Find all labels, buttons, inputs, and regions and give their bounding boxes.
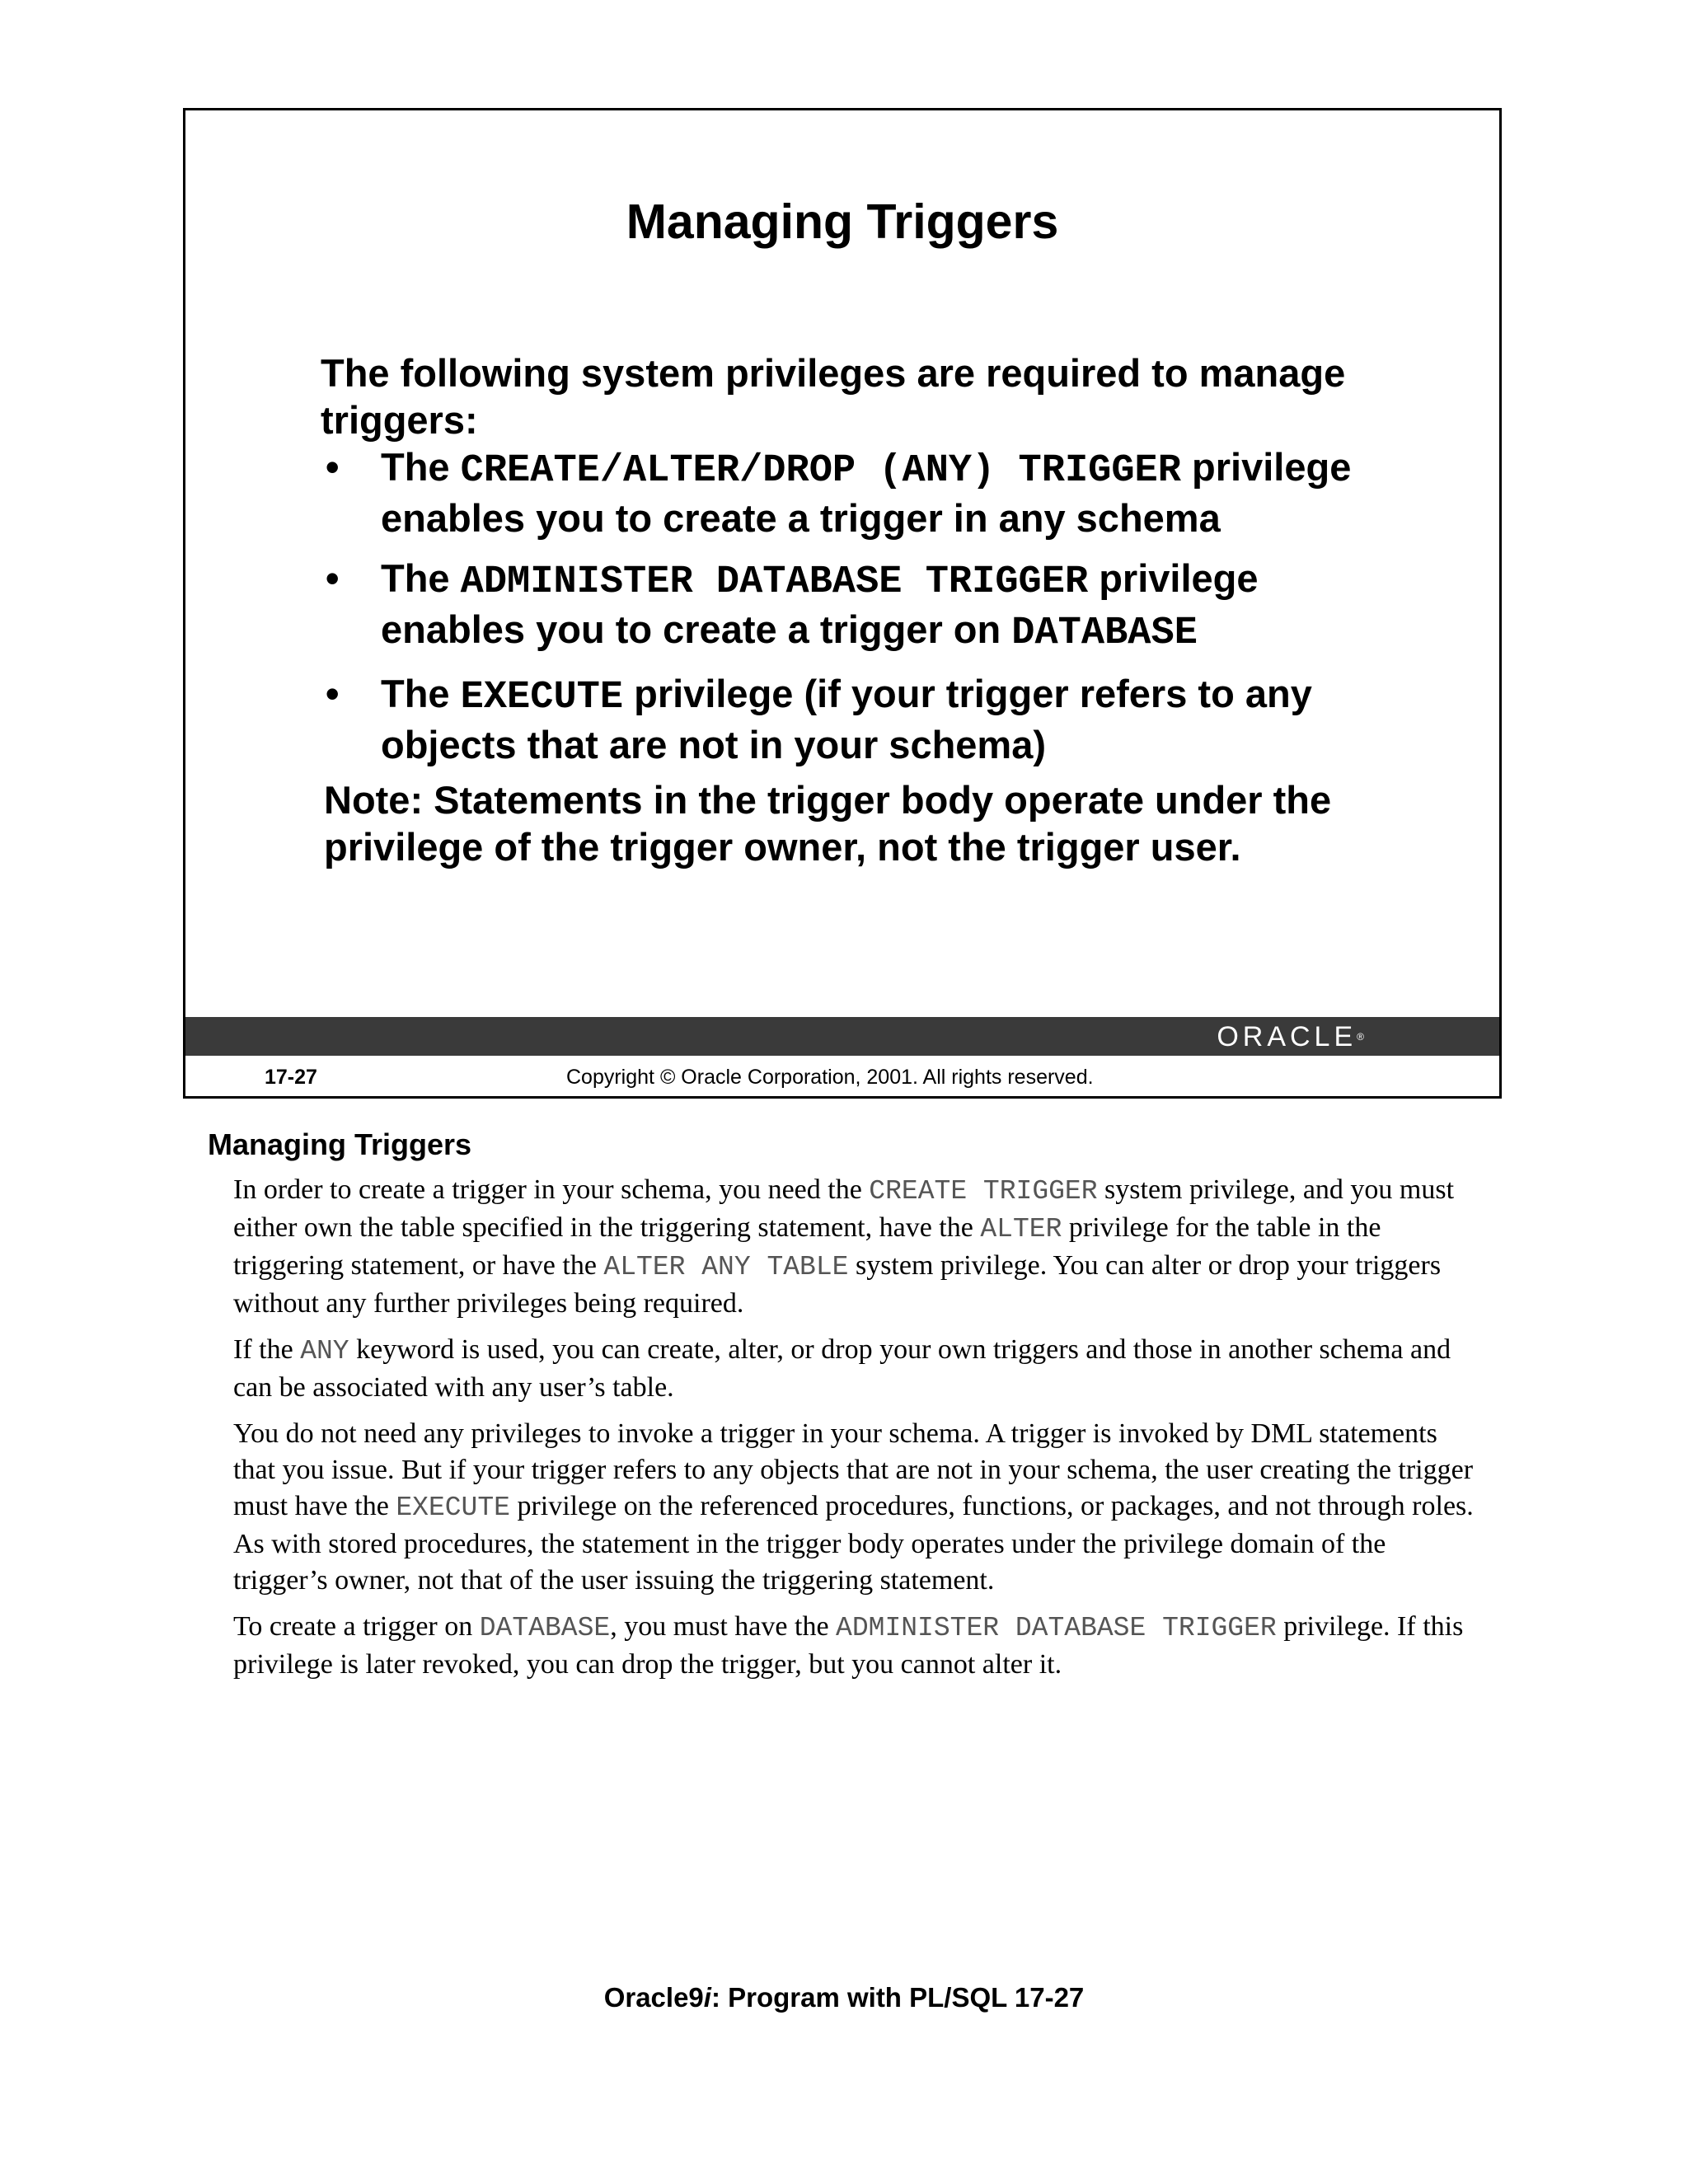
- notes-paragraph: [233, 1416, 1486, 1599]
- bullet-text: The: [381, 556, 461, 600]
- inline-code: CREATE TRIGGER: [869, 1176, 1098, 1207]
- footer-italic: i: [703, 1982, 711, 2013]
- bullet-text: privilege enables you to create a trigger on: [381, 556, 1259, 651]
- bullet-icon: •: [326, 556, 340, 600]
- slide-frame: [183, 108, 1502, 1099]
- privilege-list: [321, 443, 1409, 768]
- notes-text: keyword is used, you can create, alter, or drop your own triggers and those in another schema and can be associated with any user’s table.: [233, 1334, 1451, 1403]
- bullet-text: The: [381, 445, 461, 489]
- inline-code: DATABASE: [479, 1613, 611, 1643]
- notes-text: To create a trigger on: [233, 1611, 480, 1642]
- copyright: Copyright © Oracle Corporation, 2001. All rights reserved.: [566, 1066, 1094, 1089]
- slide-intro: The following system privileges are required to manage triggers:: [321, 351, 1346, 442]
- bullet-icon: •: [326, 445, 340, 489]
- slide-title: Managing Triggers: [626, 194, 1059, 249]
- privilege-item: [321, 670, 1409, 768]
- privilege-item: [321, 443, 1409, 541]
- notes-text: system privilege, and you must either own the table specified in the triggering statement, have the: [233, 1174, 1455, 1243]
- notes-heading: Managing Triggers: [208, 1127, 472, 1161]
- footer-text: : Program with PL/SQL 17-27: [710, 1982, 1085, 2013]
- slide-note: Note: Statements in the trigger body operate under the privilege of the trigger owner, not the trigger user.: [324, 778, 1332, 869]
- bullet-text: privilege enables you to create a trigger in any schema: [381, 445, 1352, 540]
- bullet-icon: •: [326, 672, 340, 715]
- notes-paragraph: [233, 1172, 1486, 1322]
- inline-code: ADMINISTER DATABASE TRIGGER: [836, 1613, 1277, 1643]
- bullet-text: The: [381, 672, 461, 715]
- page-footer: [0, 1982, 1688, 2013]
- privilege-item: [321, 555, 1409, 657]
- inline-code: ALTER ANY TABLE: [603, 1252, 849, 1282]
- bullet-code: EXECUTE: [460, 676, 624, 719]
- slide-footer: [185, 1056, 1499, 1097]
- notes-text: In order to create a trigger in your schema, you need the: [233, 1174, 870, 1205]
- inline-code: EXECUTE: [396, 1493, 510, 1523]
- oracle-bar: [185, 1017, 1499, 1056]
- notes-paragraph: [233, 1609, 1486, 1683]
- footer-text: Oracle9: [603, 1982, 704, 2013]
- notes-text: system privilege. You can alter or drop your triggers without any further privileges being required.: [233, 1250, 1442, 1319]
- slide-number: 17-27: [265, 1066, 317, 1089]
- bullet-code: CREATE/ALTER/DROP (ANY) TRIGGER: [460, 449, 1181, 493]
- notes-text: privilege for the table in the triggering statement, or have the: [233, 1212, 1381, 1281]
- notes-text: privilege on the referenced procedures, functions, or packages, and not through roles. As with stored procedures, the statement in the trigger body operates under the privilege domain of the trigger’s owner, not that of the user issuing the triggering statement.: [233, 1491, 1474, 1596]
- inline-code: ALTER: [980, 1214, 1062, 1244]
- inline-code: ANY: [300, 1336, 349, 1366]
- oracle-logo: [1217, 1022, 1364, 1052]
- bullet-code: ADMINISTER DATABASE TRIGGER: [460, 560, 1089, 604]
- bullet-code: DATABASE: [1011, 612, 1198, 655]
- slide-body: [321, 349, 1409, 870]
- oracle-logo-text: ORACLE: [1217, 1021, 1357, 1052]
- bullet-text: privilege (if your trigger refers to any objects that are not in your schema): [381, 672, 1312, 766]
- notes-text: You do not need any privileges to invoke a trigger in your schema. A trigger is invoked by DML statements that you issue. But if your trigger refers to any objects that are not in your schema, the user creating the trigger must have the: [233, 1418, 1474, 1521]
- registered-mark: ®: [1357, 1031, 1364, 1043]
- notes-body: [233, 1172, 1486, 1693]
- notes-text: privilege. If this privilege is later revoked, you can drop the trigger, but you cannot alter it.: [233, 1611, 1464, 1680]
- notes-paragraph: [233, 1332, 1486, 1406]
- notes-text: , you must have the: [610, 1611, 837, 1642]
- notes-text: If the: [233, 1334, 301, 1365]
